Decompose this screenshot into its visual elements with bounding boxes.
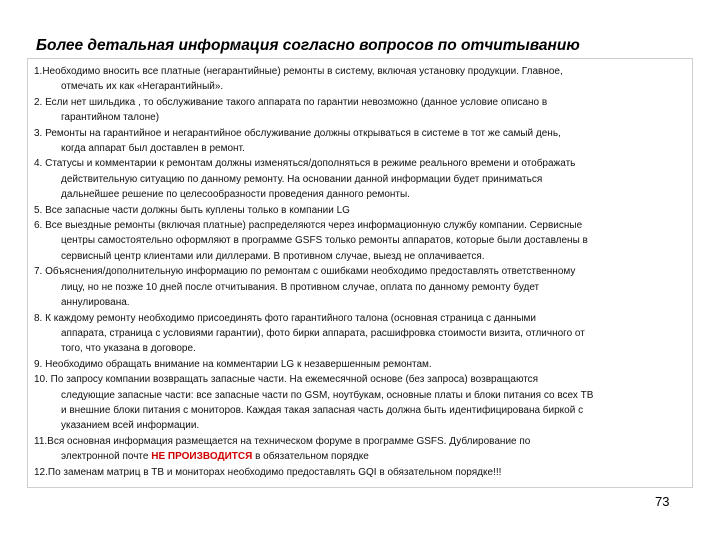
list-item-line: того, что указана в договоре. — [61, 343, 196, 355]
list-item-3 — [34, 126, 688, 157]
list-item-line: следующие запасные части: все запасные части по GSM, ноутбукам, основные платы и блоки питания со всех ТВ — [61, 389, 594, 401]
list-item-7 — [34, 264, 688, 310]
page-number: 73 — [655, 494, 670, 509]
list-item-5 — [34, 203, 688, 218]
numbered-list — [34, 64, 688, 480]
list-item-line: 9. Необходимо обращать внимание на комментарии LG к незавершенным ремонтам. — [34, 358, 432, 370]
list-item-2 — [34, 95, 688, 126]
list-item-line: 5. Все запасные части должны быть куплены только в компании LG — [34, 204, 350, 216]
list-item-line — [61, 449, 688, 464]
list-item-line: сервисный центр клиентами или диллерами. В противном случае, выезд не оплачивается. — [61, 250, 485, 262]
list-item-line: 11.Вся основная информация размещается на техническом форуме в программе GSFS. Дублирование по — [34, 435, 531, 447]
list-item-line: дальнейшее решение по целесообразности проведения данного ремонты. — [61, 189, 410, 201]
list-item-line: 12.По заменам матриц в ТВ и мониторах необходимо предоставлять GQI в обязательном порядке!!! — [34, 466, 502, 478]
list-item-10 — [34, 372, 688, 434]
list-item-12 — [34, 465, 688, 480]
list-item-4 — [34, 156, 688, 202]
list-item-line: центры самостоятельно оформляют в программе GSFS только ремонты аппаратов, которые были доставлены в — [61, 235, 588, 247]
list-item-line: действительную ситуацию по данному ремонту. На основании данной информации будет приниматься — [61, 173, 543, 185]
list-item-line: аппарата, страница с условиями гарантии), фото бирки аппарата, расшифровка стоимости визита, отличного от — [61, 327, 585, 339]
list-item-line: 3. Ремонты на гарантийное и негарантийное обслуживание должны открываться в системе в тот же самый день, — [34, 127, 561, 139]
list-item-1 — [34, 64, 688, 95]
page-title: Более детальная информация согласно вопросов по отчитыванию — [36, 37, 580, 54]
list-item-line: гарантийном талоне) — [61, 112, 160, 124]
list-item-8 — [34, 311, 688, 357]
list-item-line: отмечать их как «Негарантийный». — [61, 81, 224, 93]
list-item-line: 6. Все выездные ремонты (включая платные) распределяются через информационную службу компании. Сервисные — [34, 220, 583, 232]
warning-highlight: НЕ ПРОИЗВОДИТСЯ — [151, 451, 253, 463]
list-item-line: 7. Объяснения/дополнительную информацию по ремонтам с ошибками необходимо предоставлять ответственному — [34, 266, 576, 278]
list-item-text: электронной почте — [61, 451, 152, 463]
list-item-text: в обязательном порядке — [252, 451, 369, 463]
list-item-line: лицу, но не позже 10 дней после отчитывания. В противном случае, оплата по данному ремонту будет — [61, 281, 540, 293]
list-item-line: указанием всей информации. — [61, 420, 200, 432]
list-item-line: 10. По запросу компании возвращать запасные части. На ежемесячной основе (без запроса) возвращаются — [34, 374, 539, 386]
list-item-line: аннулирована. — [61, 297, 130, 309]
list-item-line: 2. Если нет шильдика , то обслуживание такого аппарата по гарантии невозможно (данное условие описано в — [34, 96, 548, 108]
list-item-line: когда аппарат был доставлен в ремонт. — [61, 143, 245, 155]
list-item-line: 8. К каждому ремонту необходимо присоединять фото гарантийного талона (основная страница с данными — [34, 312, 537, 324]
list-item-line: 4. Статусы и комментарии к ремонтам должны изменяться/дополняться в режиме реального времени и отображать — [34, 158, 576, 170]
list-item-line: 1.Необходимо вносить все платные (негарантийные) ремонты в систему, включая установку продукции. Главное, — [34, 66, 563, 77]
list-item-9 — [34, 357, 688, 372]
list-item-11 — [34, 434, 688, 465]
list-item-line: и внешние блоки питания с мониторов. Каждая такая запасная часть должна быть идентифицирована биркой с — [61, 404, 584, 416]
list-item-6 — [34, 218, 688, 264]
